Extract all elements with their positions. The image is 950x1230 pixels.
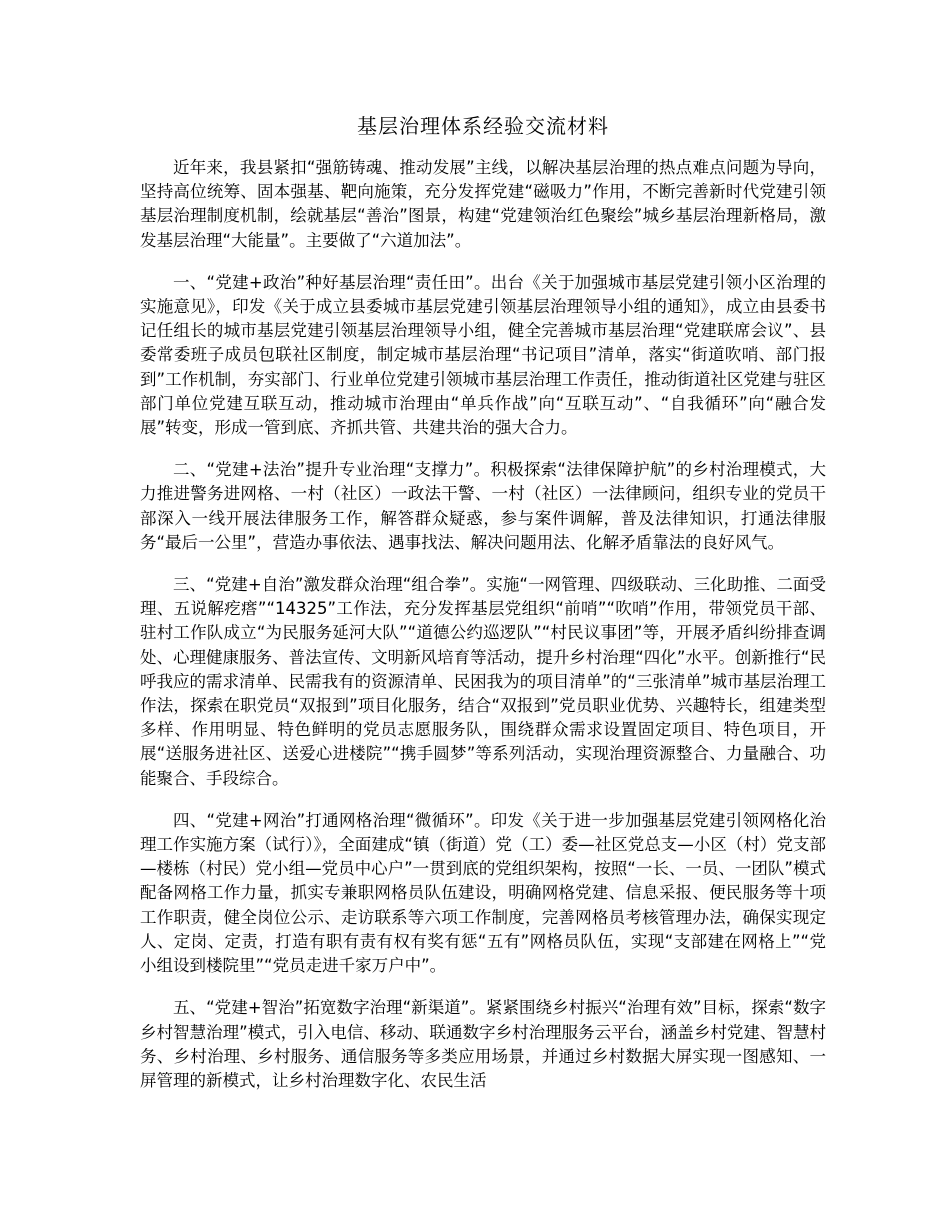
intro-paragraph: 近年来，我县紧扣“强筋铸魂、推动发展”主线，以解决基层治理的热点难点问题为导向，坚持高位统筹、固本强基、靶向施策，充分发挥党建“磁吸力”作用，不断完善新时代党建引领基层治理制度机制，绘就基层“善治”图景，构建“党建领治红色聚绘”城乡基层治理新格局，激发基层治理“大能量”。主要做了“六道加法”。 bbox=[140, 158, 826, 250]
section-1-paragraph: 一、“党建+政治”种好基层治理“责任田”。出台《关于加强城市基层党建引领小区治理的实施意见》，印发《关于成立县委城市基层党建引领基层治理领导小组的通知》，成立由县委书记任组长的城市基层党建引领基层治理领导小组，健全完善城市基层治理“党建联席会议”、县委常委班子成员包联社区制度，制定城市基层治理“书记项目”清单，落实“街道吹哨、部门报到”工作机制，夯实部门、行业单位党建引领城市基层治理工作责任，推动街道社区党建与驻区部门单位党建互联互动，推动城市治理由“单兵作战”向“互联互动”、“自我循环”向“融合发展”转变，形成一管到底、齐抓共管、共建共治的强大合力。 bbox=[140, 272, 826, 438]
section-5-paragraph: 五、“党建+智治”拓宽数字治理“新渠道”。紧紧围绕乡村振兴“治理有效”目标，探索“数字乡村智慧治理”模式，引入电信、移动、联通数字乡村治理服务云平台，涵盖乡村党建、智慧村务、乡村治理、乡村服务、通信服务等多类应用场景，并通过乡村数据大屏实现一图感知、一屏管理的新模式，让乡村治理数字化、农民生活 bbox=[140, 998, 826, 1090]
document-title: 基层治理体系经验交流材料 bbox=[357, 114, 609, 138]
section-4-paragraph: 四、“党建+网治”打通网格治理“微循环”。印发《关于进一步加强基层党建引领网格化治理工作实施方案（试行）》，全面建成“镇（街道）党（工）委—社区党总支—小区（村）党支部—楼栋（村民）党小组—党员中心户”一贯到底的党组织架构，按照“一长、一员、一团队”模式配备网格工作力量，抓实专兼职网格员队伍建设，明确网格党建、信息采报、便民服务等十项工作职责，健全岗位公示、走访联系等六项工作制度，完善网格员考核管理办法，确保实现定人、定岗、定责，打造有职有责有权有奖有惩“五有”网格员队伍，实现“支部建在网格上”“党小组设到楼院里”“党员走进千家万户中”。 bbox=[140, 810, 826, 976]
section-2-paragraph: 二、“党建+法治”提升专业治理“支撑力”。积极探索“法律保障护航”的乡村治理模式，大力推进警务进网格、一村（社区）一政法干警、一村（社区）一法律顾问，组织专业的党员干部深入一线开展法律服务工作，解答群众疑惑，参与案件调解，普及法律知识，打通法律服务“最后一公里”，营造办事依法、遇事找法、解决问题用法、化解矛盾靠法的良好风气。 bbox=[140, 460, 826, 552]
document-page bbox=[140, 112, 826, 1093]
section-3-paragraph: 三、“党建+自治”激发群众治理“组合拳”。实施“一网管理、四级联动、三化助推、二面受理、五说解疙瘩”“14325”工作法，充分发挥基层党组织“前哨”“吹哨”作用，带领党员干部、驻村工作队成立“为民服务延河大队”“道德公约巡逻队”“村民议事团”等，开展矛盾纠纷排查调处、心理健康服务、普法宣传、文明新风培育等活动，提升乡村治理“四化”水平。创新推行“民呼我应的需求清单、民需我有的资源清单、民困我为的项目清单”的“三张清单”城市基层治理工作法，探索在职党员“双报到”项目化服务，结合“双报到”党员职业优势、兴趣特长，组建类型多样、作用明显、特色鲜明的党员志愿服务队，围绕群众需求设置固定项目、特色项目，开展“送服务进社区、送爱心进楼院”“携手圆梦”等系列活动，实现治理资源整合、力量融合、功能聚合、手段综合。 bbox=[140, 575, 826, 788]
